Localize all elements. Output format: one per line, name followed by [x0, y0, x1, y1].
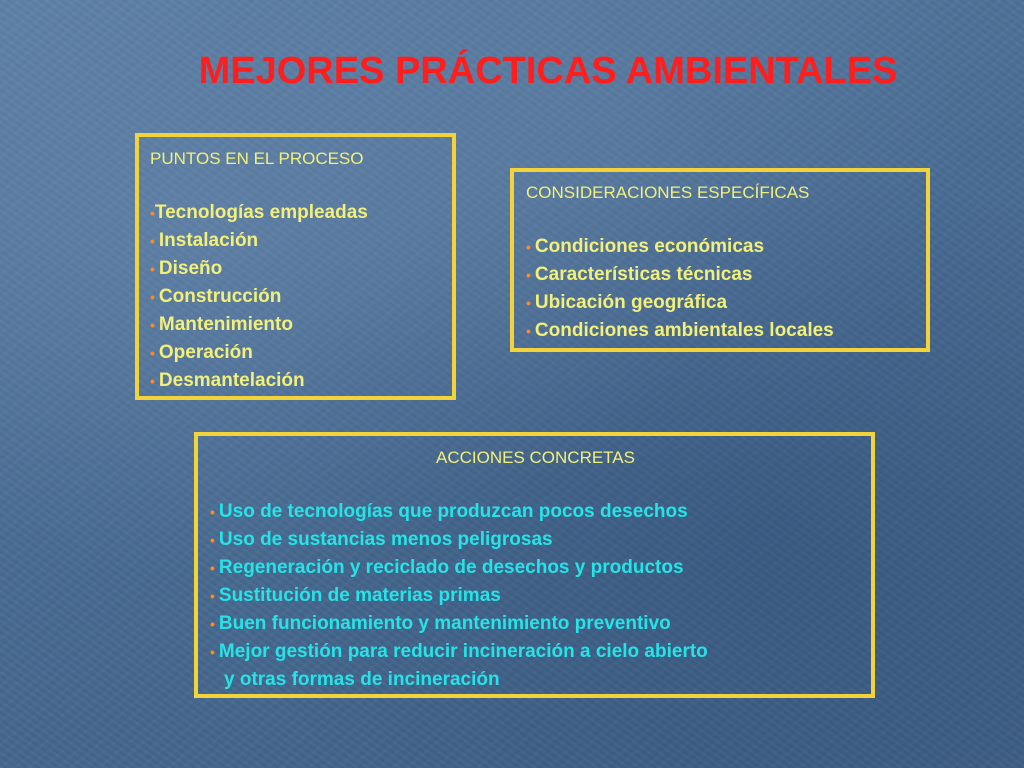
list-item [150, 199, 442, 227]
list-item [210, 526, 861, 554]
list-item [210, 610, 861, 638]
bullet-icon: • [210, 532, 215, 548]
list-item-text: Construcción [158, 286, 282, 307]
bullet-icon: • [150, 261, 155, 277]
list-item [526, 317, 916, 345]
process-points-box [135, 133, 456, 400]
list-item-text: Mejor gestión para reducir incineración a cielo abierto [218, 641, 708, 662]
list-item-text: Características técnicas [534, 264, 753, 285]
specific-considerations-list [526, 233, 916, 345]
bullet-icon: • [150, 345, 155, 361]
list-item-text: Regeneración y reciclado de desechos y productos [218, 557, 684, 578]
list-item [210, 498, 861, 526]
bullet-icon: • [210, 616, 215, 632]
list-item-text: Uso de sustancias menos peligrosas [218, 529, 553, 550]
bullet-icon: • [526, 239, 531, 255]
list-item-continuation: y otras formas de incineración [224, 669, 500, 690]
list-item-text: Condiciones económicas [534, 236, 765, 257]
concrete-actions-list [210, 498, 861, 693]
list-item [210, 582, 861, 610]
list-item [210, 638, 861, 666]
list-item [150, 367, 442, 395]
list-item-text: Desmantelación [158, 370, 305, 391]
bullet-icon: • [526, 323, 531, 339]
bullet-icon: • [150, 317, 155, 333]
list-item-text: Sustitución de materias primas [218, 585, 501, 606]
list-item [526, 289, 916, 317]
list-item [150, 339, 442, 367]
list-item-text: Condiciones ambientales locales [534, 320, 834, 341]
bullet-icon: • [150, 373, 155, 389]
list-item-text: Tecnologías empleadas [154, 202, 368, 223]
list-item [210, 554, 861, 582]
list-item-text: Operación [158, 342, 253, 363]
process-points-list [150, 199, 442, 395]
list-item-text: Instalación [158, 230, 259, 251]
bullet-icon: • [150, 289, 155, 305]
bullet-icon: • [150, 205, 155, 221]
list-item [526, 261, 916, 289]
list-item [150, 311, 442, 339]
specific-considerations-heading: CONSIDERACIONES ESPECÍFICAS [526, 183, 810, 202]
process-points-heading: PUNTOS EN EL PROCESO [150, 149, 364, 168]
list-item-text: Mantenimiento [158, 314, 293, 335]
spacer [526, 206, 916, 233]
list-item-text: Buen funcionamiento y mantenimiento preventivo [218, 613, 671, 634]
bullet-icon: • [150, 233, 155, 249]
bullet-icon: • [526, 295, 531, 311]
concrete-actions-box [194, 432, 875, 698]
list-item-text: Ubicación geográfica [534, 292, 728, 313]
list-item-text: Diseño [158, 258, 223, 279]
bullet-icon: • [210, 644, 215, 660]
bullet-icon: • [210, 504, 215, 520]
concrete-actions-heading: ACCIONES CONCRETAS [436, 448, 635, 467]
list-item [150, 283, 442, 311]
bullet-icon: • [526, 267, 531, 283]
list-item [150, 227, 442, 255]
specific-considerations-box [510, 168, 930, 352]
bullet-icon: • [210, 588, 215, 604]
list-item [150, 255, 442, 283]
slide-title: MEJORES PRÁCTICAS AMBIENTALES [198, 50, 898, 92]
spacer [150, 172, 442, 199]
bullet-icon: • [210, 560, 215, 576]
spacer [210, 471, 861, 498]
list-item-text: Uso de tecnologías que produzcan pocos desechos [218, 501, 688, 522]
list-item [526, 233, 916, 261]
